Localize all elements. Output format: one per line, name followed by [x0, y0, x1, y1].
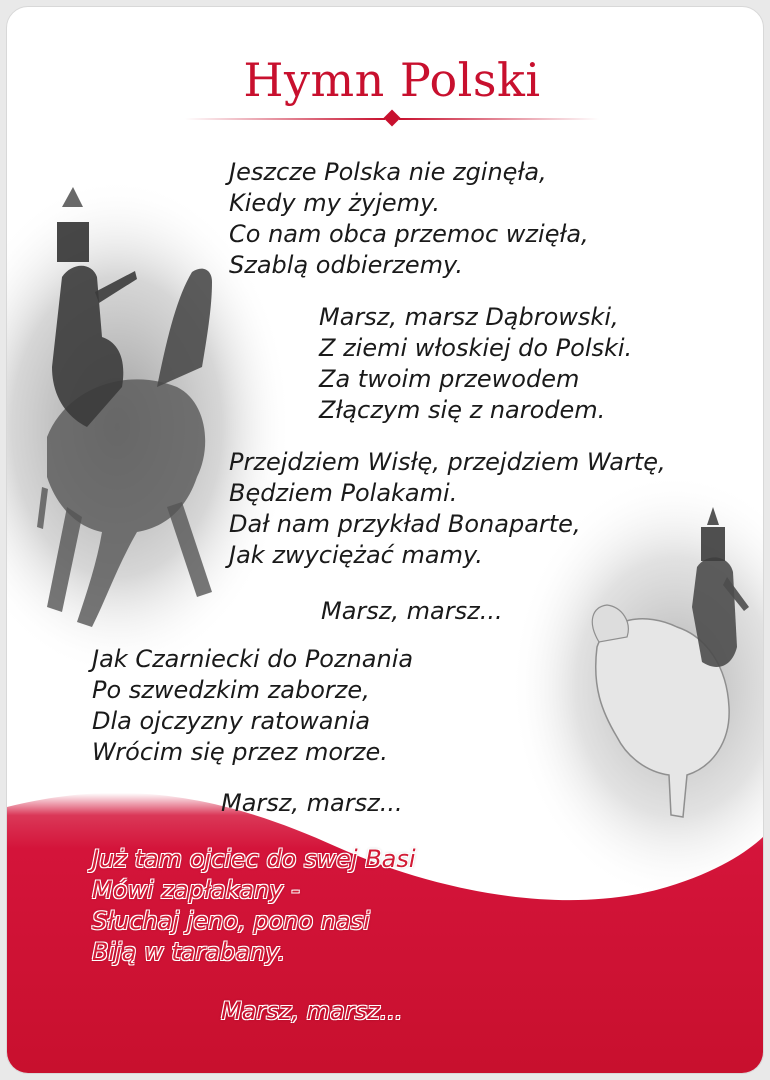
stanza-1 [229, 157, 589, 281]
title-rule-left [185, 118, 385, 120]
refrain-2: Marsz, marsz... [221, 789, 403, 817]
stanza-line: Będziem Polakami. [229, 479, 458, 507]
stanza-line: Co nam obca przemoc wzięła, [229, 220, 589, 248]
page-title: Hymn Polski [243, 53, 541, 107]
stanza-4 [92, 644, 413, 768]
stanza-line: Za twoim przewodem [319, 365, 580, 393]
refrain-3: Marsz, marsz... [221, 997, 403, 1025]
stanza-line: Marsz, marsz Dąbrowski, [319, 303, 619, 331]
stanza-line: Słuchaj jeno, pono nasi [92, 907, 370, 935]
stanza-line: Jeszcze Polska nie zginęła, [229, 158, 547, 186]
stanza-line: Kiedy my żyjemy. [229, 189, 441, 217]
stanza-line: Jak zwyciężać mamy. [229, 541, 483, 569]
stanza-line: Wrócim się przez morze. [92, 738, 388, 766]
anthem-poster [6, 6, 764, 1074]
stanza-line: Z ziemi włoskiej do Polski. [319, 334, 633, 362]
stanza-line: Już tam ojciec do swej Basi [92, 845, 416, 873]
stanza-line: Jak Czarniecki do Poznania [92, 645, 414, 673]
title-rule-right [399, 118, 599, 120]
stanza-line: Szablą odbierzemy. [229, 251, 463, 279]
stanza-line: Przejdziem Wisłę, przejdziem Wartę, [229, 448, 666, 476]
stanza-line: Dał nam przykład Bonaparte, [229, 510, 581, 538]
stanza-line: Biją w tarabany. [92, 938, 286, 966]
stanza-3 [229, 447, 666, 571]
stanza-line: Dla ojczyzny ratowania [92, 707, 371, 735]
refrain-1: Marsz, marsz... [321, 597, 503, 625]
stanza-line: Po szwedzkim zaborze, [92, 676, 370, 704]
stanza-line: Mówi zapłakany - [92, 876, 300, 904]
stanza-2-refrain [319, 302, 632, 426]
stanza-5 [92, 844, 416, 968]
stanza-line: Złączym się z narodem. [319, 396, 606, 424]
